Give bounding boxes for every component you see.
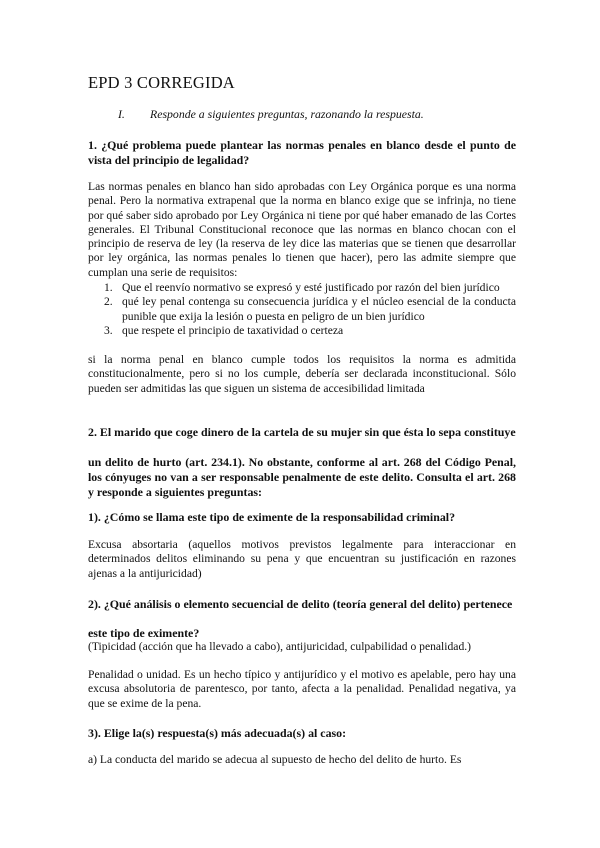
instruction-text: Responde a siguientes preguntas, razonando la respuesta.	[150, 107, 424, 121]
requirement-text: qué ley penal contenga su consecuencia jurídica y el núcleo esencial de la conducta punible que exija la lesión o puesta en peligro de un bien jurídico	[122, 295, 516, 323]
subquestion-1: 1). ¿Cómo se llama este tipo de eximente de la responsabilidad criminal?	[88, 510, 456, 524]
subanswer-2: Penalidad o unidad. Es un hecho típico y antijurídico y el motivo es apelable, pero hay una excusa absolutoria de parentesco, por tanto, afecta a la penalidad. Penalidad negativa, ya que se exime de la pena.	[88, 668, 516, 710]
requirement-item	[88, 324, 516, 338]
subquestion-3-option-a: a) La conducta del marido se adecua al supuesto de hecho del delito de hurto. Es	[88, 753, 462, 766]
requirement-number: 3.	[104, 323, 113, 337]
document-title: EPD 3 CORREGIDA	[88, 73, 235, 92]
question-2-statement-line2: un delito de hurto (art. 234.1). No obstante, conforme al art. 268 del Código Penal, los cónyuges no van a ser responsable penalmente de este delito. Consulta el art. 268 y responde a siguientes preguntas:	[88, 455, 516, 499]
requirement-number: 1.	[104, 281, 113, 294]
requirement-text: Que el reenvío normativo se expresó y esté justificado por razón del bien jurídico	[122, 281, 500, 294]
answer-1-close: si la norma penal en blanco cumple todos los requisitos la norma es admitida constitucionalmente, pero si no los cumple, debería ser declarada inconstitucional. Sólo pueden ser admitidas las que siguen un sistema de accesibilidad limitada	[88, 353, 516, 395]
subquestion-3: 3). Elige la(s) respuesta(s) más adecuada(s) al caso:	[88, 726, 347, 740]
requirements-list	[88, 281, 516, 338]
subquestion-2-line2: este tipo de eximente?	[88, 626, 200, 640]
requirement-item	[88, 281, 516, 295]
answer-1-intro: Las normas penales en blanco han sido aprobadas con Ley Orgánica porque es una norma penal. Pero la normativa extrapenal que la norma en blanco exige que se infrinja, no tiene por qué saber sido aprobado por Ley Orgánica ni tiene por qué haber emanado de las Cortes generales. El Tribunal Constitucional reconoce que las normas en blanco chocan con el principio de reserva de ley (la reserva de ley dice las materias que se tienen que desarrollar por ley orgánica, las normas penales lo tienen que hacer), pero las admite siempre que cumplan una serie de requisitos:	[88, 180, 516, 279]
requirement-item	[88, 295, 516, 324]
question-1: 1. ¿Qué problema puede plantear las normas penales en blanco desde el punto de vista del principio de legalidad?	[88, 138, 516, 167]
question-2-statement-line1: 2. El marido que coge dinero de la cartela de su mujer sin que ésta lo sepa constituye	[88, 425, 516, 439]
subquestion-2-line1: 2). ¿Qué análisis o elemento secuencial de delito (teoría general del delito) pertenece	[88, 597, 513, 611]
requirement-number: 2.	[104, 295, 113, 309]
subanswer-1: Excusa absortaria (aquellos motivos previstos legalmente para interaccionar en determinados delitos eliminando su pena y que encuentran su justificación en razones ajenas a la antijuricidad)	[88, 538, 516, 580]
instruction-number: I.	[118, 107, 125, 121]
requirement-text: que respete el principio de taxatividad o certeza	[122, 323, 344, 337]
instruction-line	[118, 107, 538, 122]
subquestion-2-options: (Tipicidad (acción que ha llevado a cabo), antijuricidad, culpabilidad o penalidad.)	[88, 640, 471, 653]
